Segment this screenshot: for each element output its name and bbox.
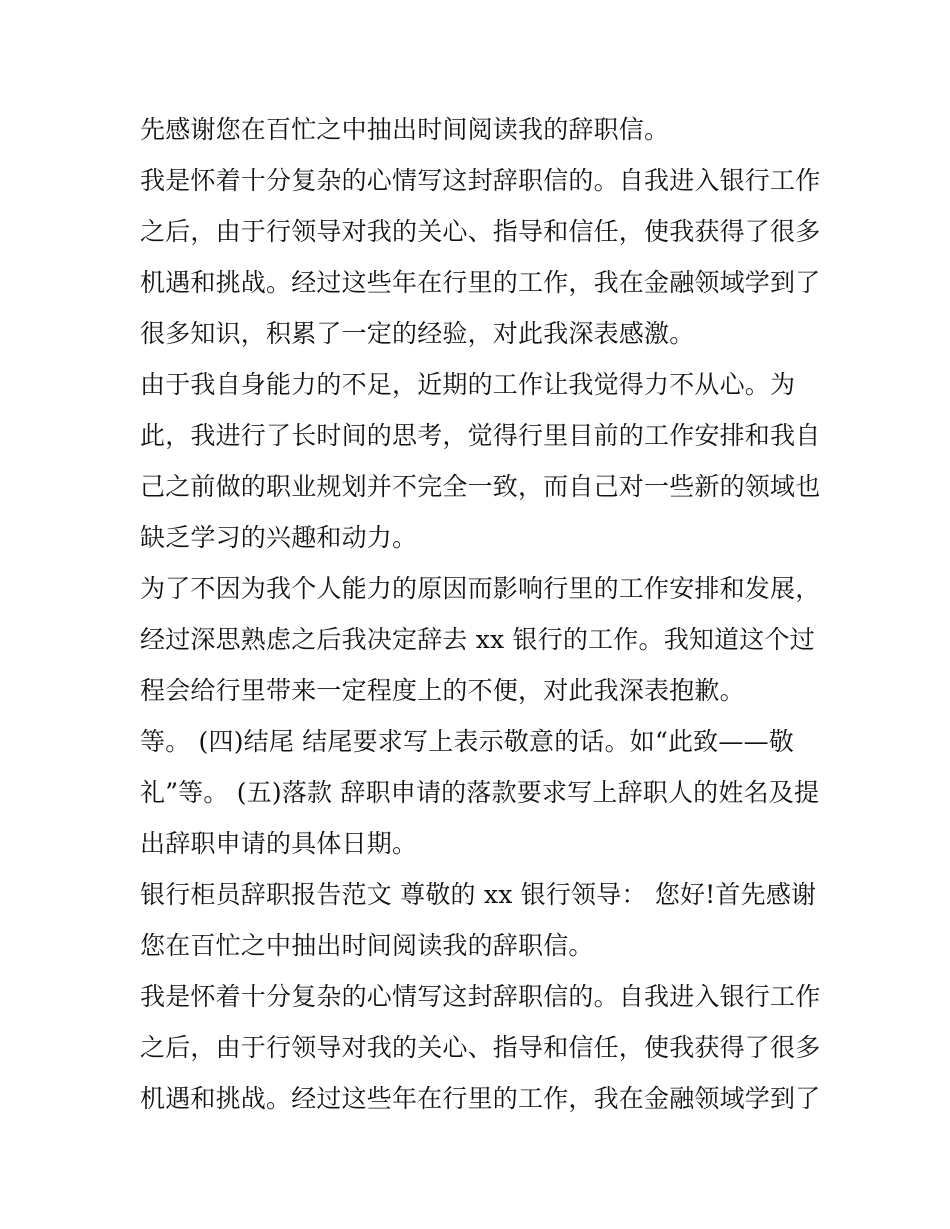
text-line: 由于我自身能力的不足，近期的工作让我觉得力不从心。为: [140, 370, 796, 399]
text-line: 为了不因为我个人能力的原因而影响行里的工作安排和发展，: [140, 574, 821, 603]
text-line: 我是怀着十分复杂的心情写这封辞职信的。自我进入银行工作: [140, 982, 821, 1011]
document-body: [140, 104, 820, 1124]
text-line: 经过深思熟虑之后我决定辞去 xx 银行的工作。我知道这个过: [140, 625, 815, 654]
text-line: 礼”等。 (五)落款 辞职申请的落款要求写上辞职人的姓名及提: [140, 778, 820, 807]
text-line: 等。 (四)结尾 结尾要求写上表示敬意的话。如“此致——敬: [140, 727, 794, 756]
text-line: 缺乏学习的兴趣和动力。: [140, 523, 418, 552]
text-line: 出辞职申请的具体日期。: [140, 829, 418, 858]
text-line: 之后，由于行领导对我的关心、指导和信任，使我获得了很多: [140, 1033, 821, 1062]
text-line: 先感谢您在百忙之中抽出时间阅读我的辞职信。: [140, 115, 670, 144]
text-line: 银行柜员辞职报告范文 尊敬的 xx 银行领导： 您好!首先感谢: [140, 880, 817, 909]
text-line: 我是怀着十分复杂的心情写这封辞职信的。自我进入银行工作: [140, 166, 821, 195]
text-line: 之后，由于行领导对我的关心、指导和信任，使我获得了很多: [140, 217, 821, 246]
text-line: 程会给行里带来一定程度上的不便，对此我深表抱歉。: [140, 676, 745, 705]
text-line: 此，我进行了长时间的思考，觉得行里目前的工作安排和我自: [140, 421, 821, 450]
text-line: 您在百忙之中抽出时间阅读我的辞职信。: [140, 931, 594, 960]
text-line: 己之前做的职业规划并不完全一致，而自己对一些新的领域也: [140, 472, 821, 501]
text-line: 很多知识，积累了一定的经验，对此我深表感激。: [140, 319, 695, 348]
text-line: 机遇和挑战。经过这些年在行里的工作，我在金融领域学到了: [140, 268, 821, 297]
text-line: 机遇和挑战。经过这些年在行里的工作，我在金融领域学到了: [140, 1084, 821, 1113]
